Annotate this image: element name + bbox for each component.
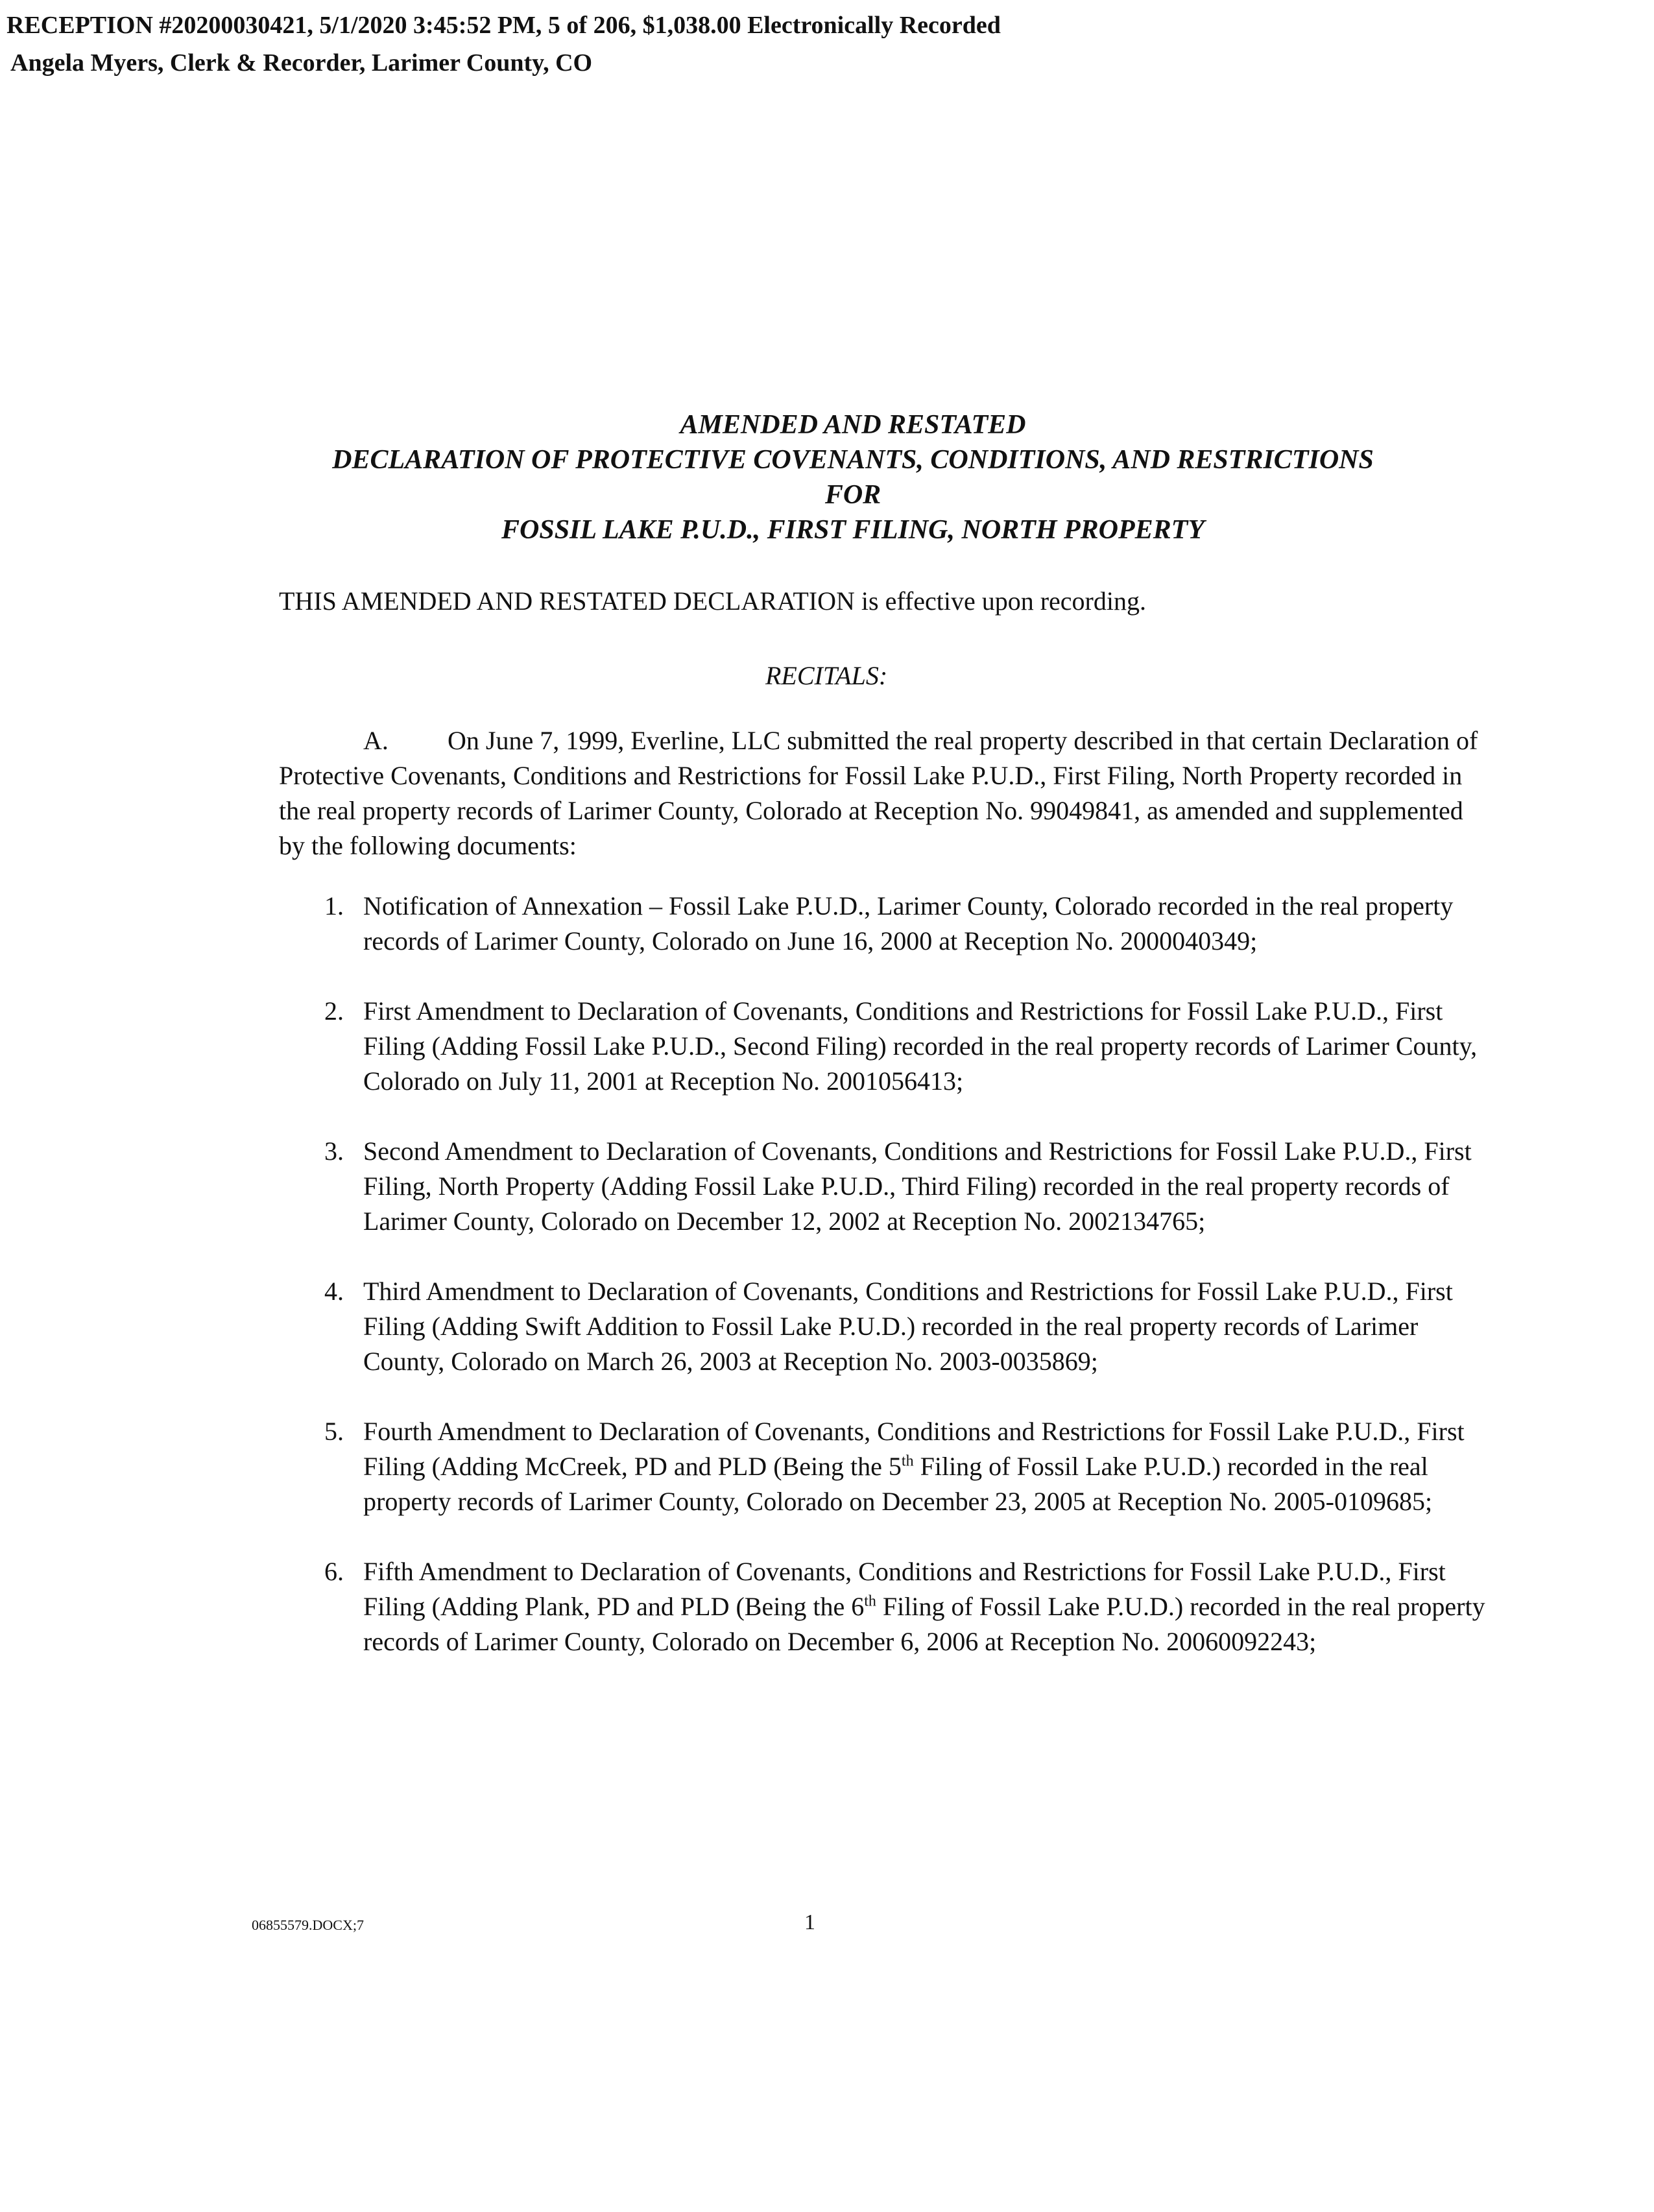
list-item-number: 6. [324, 1557, 344, 1586]
title-line-2: DECLARATION OF PROTECTIVE COVENANTS, CONDITIONS, AND RESTRICTIONS [332, 445, 1374, 475]
list-item [311, 1274, 1492, 1379]
list-item-number: 5. [324, 1417, 344, 1446]
list-item-number: 1. [324, 891, 344, 920]
list-item-number: 3. [324, 1136, 344, 1166]
recording-header-line1: RECEPTION #20200030421, 5/1/2020 3:45:52 PM, 5 of 206, $1,038.00 Electronically Recorded [6, 12, 1001, 39]
page-number: 1 [804, 1910, 815, 1934]
list-item-number: 2. [324, 996, 344, 1026]
recitals-heading: RECITALS: [765, 661, 888, 690]
recording-header [6, 6, 1001, 82]
recording-header-line2: Angela Myers, Clerk & Recorder, Larimer County, CO [10, 49, 593, 77]
effective-statement: THIS AMENDED AND RESTATED DECLARATION is effective upon recording. [279, 586, 1146, 616]
title-line-4: FOSSIL LAKE P.U.D., FIRST FILING, NORTH PROPERTY [501, 515, 1205, 545]
list-item-text-start: Fourth Amendment to Declaration of Covenants, Conditions and Restrictions for Fossil Lake P.U.D., First Filing (Adding McCreek, PD and PLD (Being the 5 [363, 1417, 1465, 1481]
list-item-text-start: Fifth Amendment to Declaration of Covenants, Conditions and Restrictions for Fossil Lake P.U.D., First Filing (Adding Plank, PD and PLD (Being the 6 [363, 1557, 1446, 1621]
list-item-text: Third Amendment to Declaration of Covenants, Conditions and Restrictions for Fossil Lake P.U.D., First Filing (Adding Swift Addition to Fossil Lake P.U.D.) recorded in the real property records of Larimer County, Colorado on March 26, 2003 at Reception No. 2003-0035869; [363, 1277, 1453, 1376]
list-item [311, 1554, 1492, 1659]
documents-list [311, 889, 1492, 1694]
title-line-3: FOR [824, 480, 881, 510]
list-item-text-end: Filing of Fossil Lake P.U.D.) recorded in the real property records of Larimer County, Colorado on December 6, 2006 at Reception No. 20060092243; [363, 1592, 1485, 1656]
list-item [311, 1414, 1492, 1519]
recital-a-text: On June 7, 1999, Everline, LLC submitted the real property described in that certain Declaration of Protective Covenants, Conditions and Restrictions for Fossil Lake P.U.D., First Filing, North Property recorded in the real property records of Larimer County, Colorado at Reception No. 99049841, as amended and supplemented by the following documents: [279, 726, 1478, 860]
list-item-text-end: Filing of Fossil Lake P.U.D.) recorded in the real property records of Larimer County, Colorado on December 23, 2005 at Reception No. 2005-0109685; [363, 1452, 1433, 1516]
document-title [0, 407, 1654, 547]
ordinal-suffix: th [864, 1593, 876, 1610]
ordinal-suffix: th [901, 1452, 914, 1470]
recital-a [279, 723, 1492, 863]
footer-document-id: 06855579.DOCX;7 [252, 1917, 364, 1933]
title-line-1: AMENDED AND RESTATED [680, 410, 1026, 440]
list-item [311, 994, 1492, 1099]
list-item-text: First Amendment to Declaration of Covenants, Conditions and Restrictions for Fossil Lake P.U.D., First Filing (Adding Fossil Lake P.U.D., Second Filing) recorded in the real property records of Larimer County, Colorado on July 11, 2001 at Reception No. 2001056413; [363, 996, 1478, 1096]
list-item [311, 1134, 1492, 1239]
recital-a-label: A. [363, 726, 389, 755]
list-item-text: Second Amendment to Declaration of Covenants, Conditions and Restrictions for Fossil Lake P.U.D., First Filing, North Property (Adding Fossil Lake P.U.D., Third Filing) recorded in the real property records of Larimer County, Colorado on December 12, 2002 at Reception No. 2002134765; [363, 1136, 1472, 1236]
list-item-text: Notification of Annexation – Fossil Lake P.U.D., Larimer County, Colorado recorded in the real property records of Larimer County, Colorado on June 16, 2000 at Reception No. 2000040349; [363, 891, 1454, 956]
list-item-number: 4. [324, 1277, 344, 1306]
list-item [311, 889, 1492, 959]
